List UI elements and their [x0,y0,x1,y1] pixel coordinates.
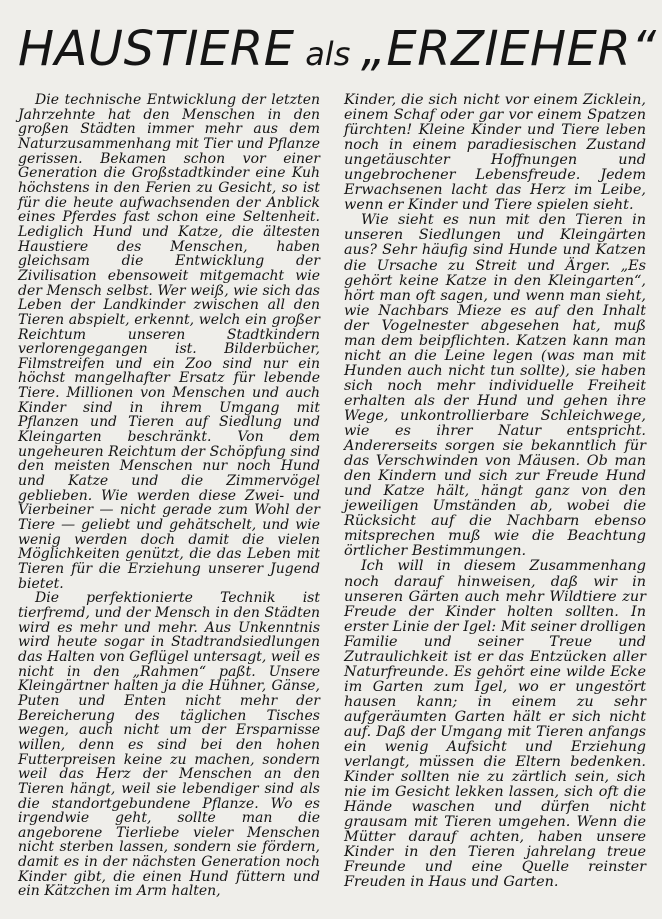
article-paragraph-1: Die technische Entwicklung der letzten Jahrzehnte hat den Menschen in den großen Städten immer mehr aus dem Naturzusammenhang mit Tier und Pflanze gerissen. Bekamen schon vor einer Generation die Großstadtkinder eine Kuh höchstens in den Ferien zu Gesicht, so ist für die heute aufwachsenden der Anblick eines Pferdes fast schon eine Seltenheit. Lediglich Hund und Katze, die ältesten Haustiere des Menschen, haben gleichsam die Entwicklung der Zivilisation ebensoweit mitgemacht wie der Mensch selbst. Wer weiß, wie sich das Leben der Landkinder zwischen all den Tieren abspielt, erkennt, welch ein großer Reichtum unseren Stadtkindern verlorengegangen ist. Bilderbücher, Filmstreifen und ein Zoo sind nur ein höchst mangelhafter Ersatz für lebende Tiere. Millionen von Menschen und auch Kinder sind in ihrem Umgang mit Pflanzen und Tieren auf Siedlung und Kleingarten beschränkt. Von dem ungeheuren Reichtum der Schöpfung sind den meisten Menschen nur noch Hund und Katze und die Zimmervögel geblieben. Wie werden diese Zwei- und Vierbeiner — nicht gerade zum Wohl der Tiere — geliebt und gehätschelt, und wie wenig werden doch damit die vielen Möglichkeiten genützt, die das Leben mit Tieren für die Erziehung unserer Jugend bietet. [18,92,320,592]
article-paragraph-2: Die perfektionierte Technik ist tierfremd, und der Mensch in den Städten wird es mehr und mehr. Aus Unkenntnis wird heute sogar in Stadtrandsiedlungen das Halten von Geflügel untersagt, weil es nicht in den „Rahmen“ paßt. Unsere Kleingärtner halten ja die Hühner, Gänse, Puten und Enten nicht mehr der Bereicherung des täglichen Tisches wegen, auch nicht um der Ersparnisse willen, denn es sind bei den hohen Futterpreisen keine zu machen, sondern weil das Herz der Menschen an den Tieren hängt, weil sie lebendiger sind als die standortgebundene Pflanze. Wo es irgendwie geht, sollte man die angeborene Tierliebe vieler Menschen nicht sterben lassen, sondern sie fördern, damit es in der nächsten Generation noch Kinder gibt, die einen Hund füttern und ein Kätzchen im Arm halten, [18,590,320,900]
article-paragraph-4: Ich will in diesem Zusammenhang noch darauf hinweisen, daß wir in unseren Gärten auch mehr Wildtiere zur Freude der Kinder holten sollten. In erster Linie der Igel: Mit seiner drolligen Familie und seiner Treue und Zutraulichkeit ist er das Entzücken aller Naturfreunde. Es gehört eine wilde Ecke im Garten zum Igel, wo er ungestört hausen kann; in einem zu sehr aufgeräumten Garten hält er sich nicht auf. Daß der Umgang mit Tieren anfangs ein wenig Aufsicht und Erziehung verlangt, müssen die Eltern bedenken. Kinder sollten nie zu zärtlich sein, sich nie im Gesicht lekken lassen, sich oft die Hände waschen und dürfen nicht grausam mit Tieren umgehen. Wenn die Mütter darauf achten, haben unsere Kinder in den Tieren jahrelang treue Freunde und eine Quelle reinster Freuden in Haus und Garten. [344,558,646,891]
article-column-left [18,93,320,899]
headline-word-haustiere: HAUSTIERE [18,21,295,77]
article-paragraph-2-continued: Kinder, die sich nicht vor einem Zicklein, einem Schaf oder gar vor einem Spatzen fürchten! Kleine Kinder und Tiere leben noch in einem paradiesischen Zustand ungetäuschter Hoffnungen und ungebrochener Lebensfreude. Jedem Erwachsenen lacht das Herz im Leibe, wenn er Kinder und Tiere spielen sieht. [344,92,646,214]
headline [18,10,657,88]
article-column-right [344,93,646,890]
headline-word-als: als [305,35,351,73]
headline-word-erzieher: „ERZIEHER“ [361,21,657,77]
article-paragraph-3: Wie sieht es nun mit den Tieren in unseren Siedlungen und Kleingärten aus? Sehr häufig sind Hunde und Katzen die Ursache zu Streit und Ärger. „Es gehört keine Katze in den Kleingarten“, hört man oft sagen, und wenn man sieht, wie Nachbars Mieze es auf den Inhalt der Vogelnester abgesehen hat, muß man dem beipflichten. Katzen kann man nicht an die Leine legen (was man mit Hunden auch nicht tun sollte), sie haben sich noch mehr individuelle Freiheit erhalten als der Hund und gehen ihre Wege, unkontrollierbare Schleichwege, wie es ihrer Natur entspricht. Andererseits sorgen sie bekanntlich für das Verschwinden von Mäusen. Ob man den Kindern und sich zur Freude Hund und Katze hält, hängt ganz von den jeweiligen Umständen ab, wobei die Rücksicht auf die Nachbarn ebenso mitsprechen muß wie die Beachtung örtlicher Bestimmungen. [344,212,646,560]
